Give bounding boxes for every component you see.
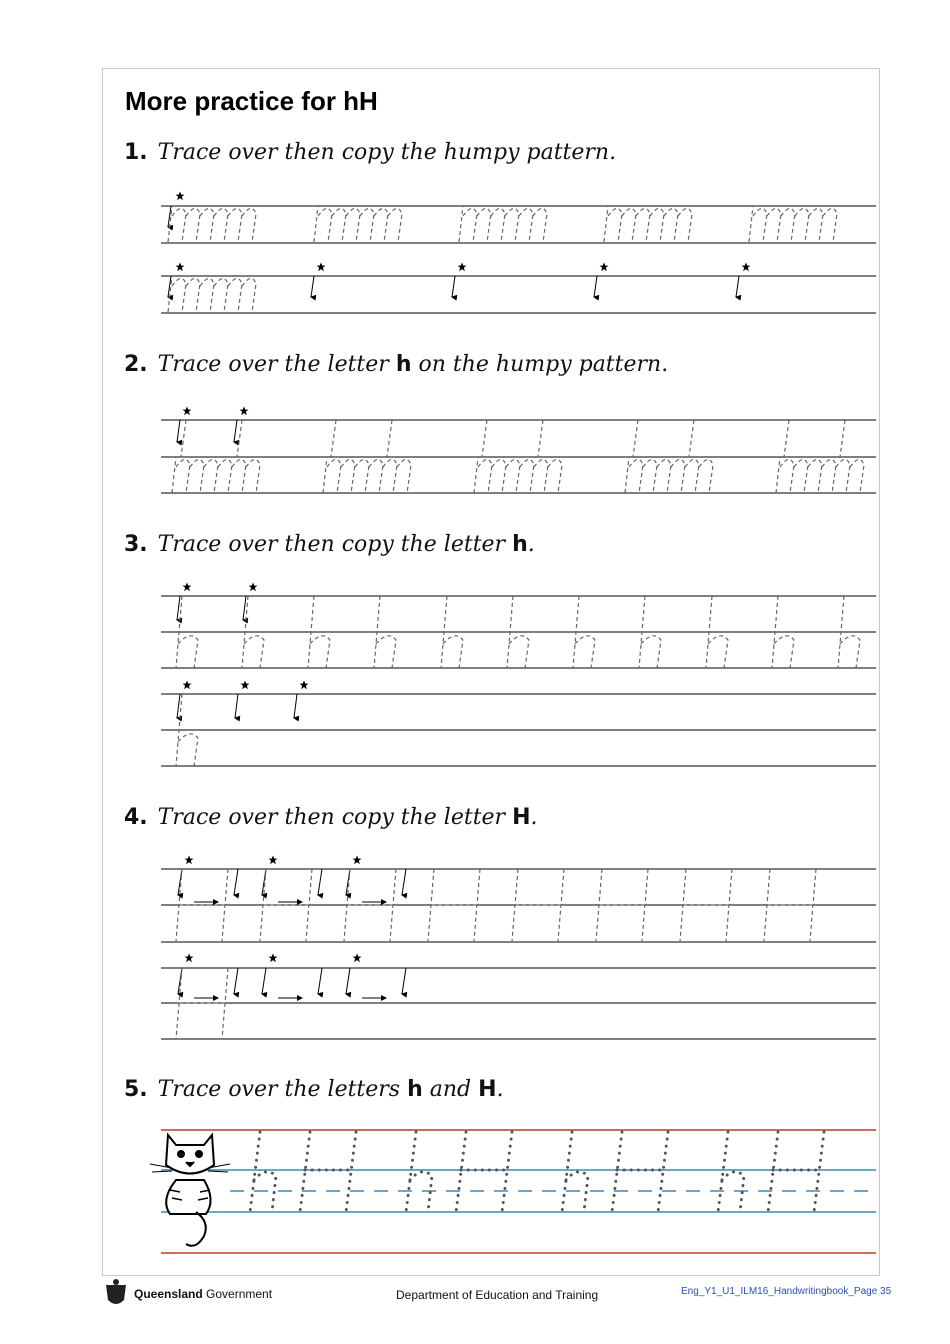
target-letter: H [512, 805, 531, 830]
footer-org-suffix: Government [206, 1287, 273, 1301]
exercise-2-trace [172, 407, 864, 494]
exercise-4-lines [161, 869, 876, 1039]
footer-department: Department of Education and Training [396, 1288, 599, 1302]
exercise-1-lines [161, 206, 876, 313]
instruction-text: Trace over then copy the letter [157, 532, 513, 557]
exercise-number: 3. [124, 532, 148, 557]
target-letter: h [395, 352, 412, 377]
instruction-text: and [422, 1077, 479, 1102]
target-letter: h [512, 532, 528, 557]
instruction-text: . [527, 532, 535, 557]
exercise-2-lines [161, 420, 876, 493]
exercise-3-trace [176, 583, 860, 767]
exercise-4-trace [176, 856, 816, 1040]
target-letter: H [478, 1077, 497, 1102]
instruction-text: Trace over the letters [157, 1077, 408, 1102]
exercise-3-lines [161, 596, 876, 766]
exercise-number: 5. [124, 1077, 148, 1102]
instruction-text: Trace over then copy the humpy pattern. [157, 140, 617, 165]
exercise-1-trace [168, 192, 837, 313]
instruction-text: . [496, 1077, 504, 1102]
instruction-text: Trace over the letter [157, 352, 396, 377]
exercise-number: 1. [124, 140, 148, 165]
instruction-text: on the humpy pattern. [411, 352, 669, 377]
target-letter: h [407, 1077, 423, 1102]
cat-icon [150, 1135, 230, 1246]
page-title: More practice for hH [125, 86, 378, 116]
exercise-5-trace [250, 1132, 824, 1212]
exercise-number: 4. [124, 805, 148, 830]
instruction-text: . [530, 805, 538, 830]
footer-org-name: Queensland [134, 1287, 203, 1301]
exercise-number: 2. [124, 352, 148, 377]
footer-government-logo [104, 1280, 272, 1308]
instruction-text: Trace over then copy the letter [157, 805, 513, 830]
exercise-5-lines [161, 1130, 876, 1253]
footer-page-reference: Eng_Y1_U1_ILM16_Handwritingbook_Page 35 [681, 1286, 892, 1297]
